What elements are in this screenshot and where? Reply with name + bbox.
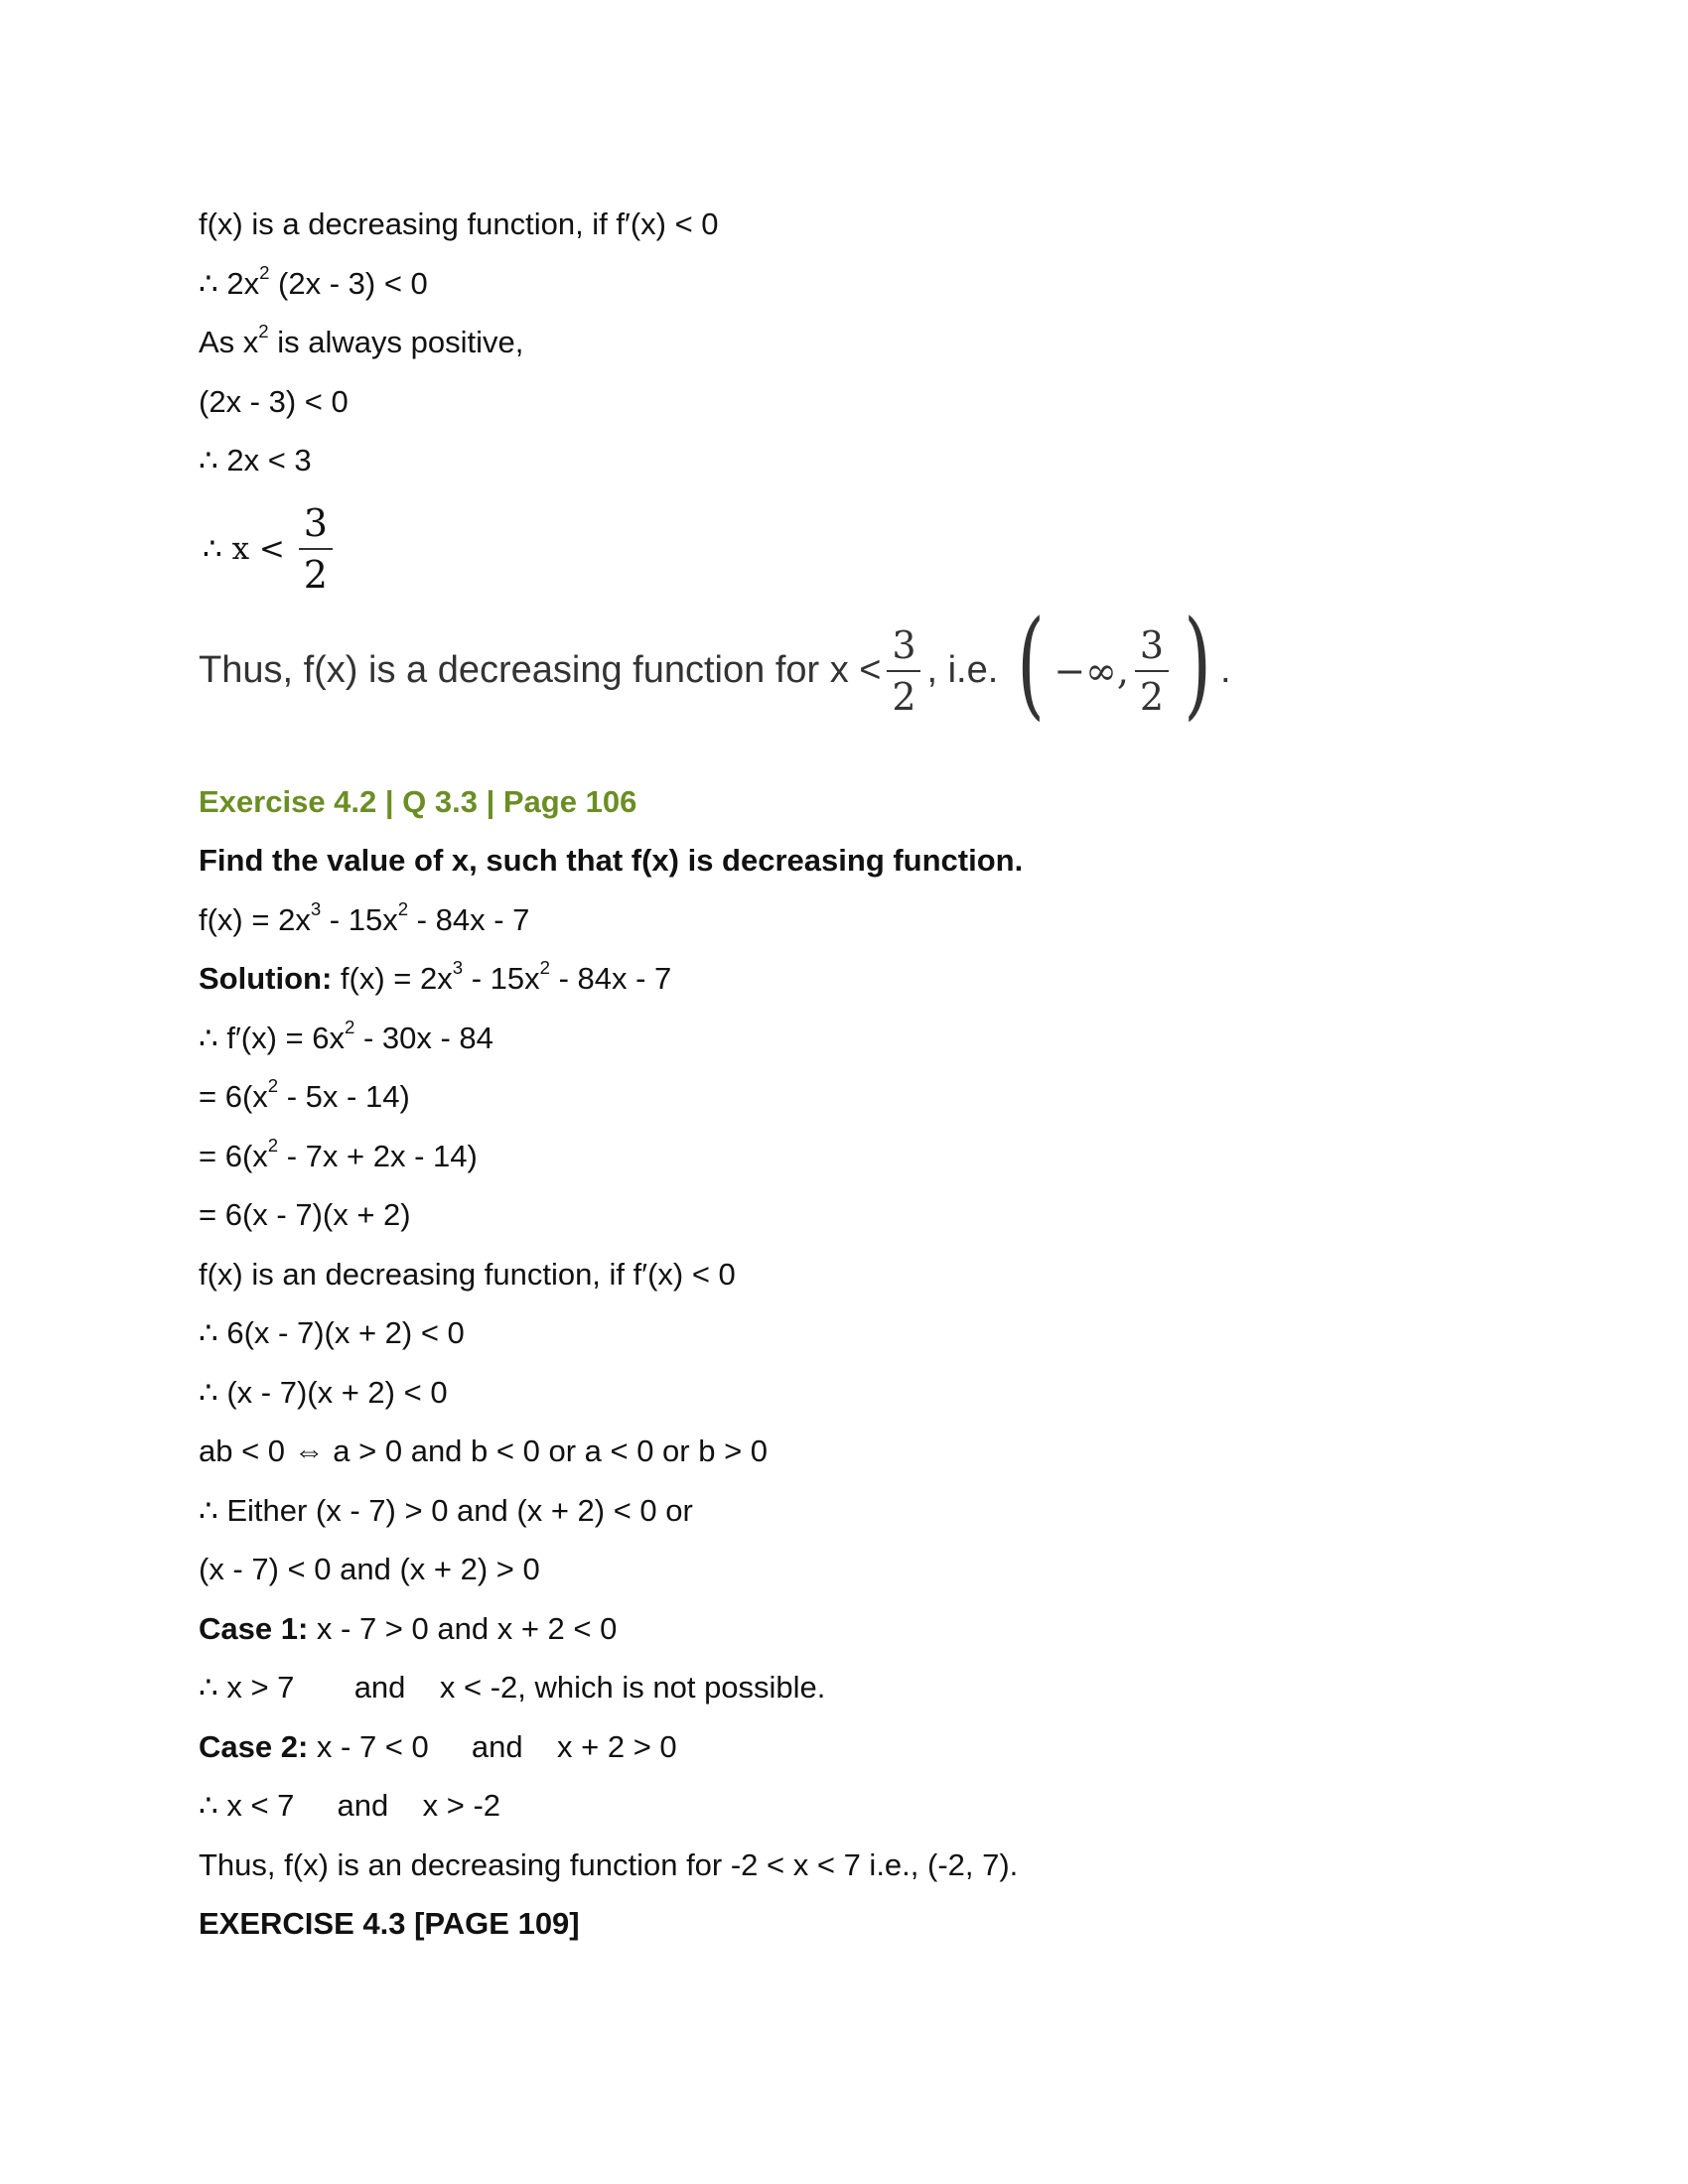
text-line: ∴ $f'(x) = 6x^2 - 30x - 84$: [199, 1016, 493, 1055]
text-line: = $6(x^2 - 7x + 2x - 14)$: [199, 1134, 478, 1173]
text-line: (x - 7) < 0 and (x + 2) > 0: [199, 1552, 540, 1586]
text-line: $f(x) = 2x^3 - 15x^2 - 84x - 7$: [199, 897, 530, 937]
question-text: Find the value of x, such that f(x) is decreasing function.: [199, 843, 1024, 878]
text-line: = 6(x - 7)(x + 2): [199, 1197, 411, 1232]
text-line: As $x^2$ is always positive,: [199, 321, 524, 359]
text-line: f(x) is a decreasing function, if f′(x) < 0: [199, 206, 719, 241]
document-page: [199, 195, 1489, 1954]
text-line: ab < 0 ⇔ a > 0 and b < 0 or a < 0 or b > 0: [199, 1433, 769, 1468]
text-line: ∴ $2x^2$ (2x - 3) < 0: [199, 261, 428, 301]
fraction: $\frac{3}{2}$: [887, 620, 920, 722]
text-line: ∴ 2x < 3: [199, 443, 312, 478]
section-heading: EXERCISE 4.3 [PAGE 109]: [199, 1906, 580, 1941]
text-line: ∴ 6(x - 7)(x + 2) < 0: [199, 1315, 465, 1350]
case-line: Case 1: x - 7 > 0 and x + 2 < 0: [199, 1610, 618, 1646]
thus-line: Thus, f(x) is a decreasing function for x < $\frac{3}{2}$ , i.e. ( −∞, $\frac{3}{2}$ ) .: [199, 594, 1231, 732]
text-line: (2x - 3) < 0: [199, 383, 349, 419]
exercise-heading: Exercise 4.2 | Q 3.3 | Page 106: [199, 783, 637, 819]
text-line: ∴ x < 7 and x > -2: [199, 1788, 501, 1823]
conclusion-text: Thus, f(x) is an decreasing function for -2 < x < 7 i.e., (-2, 7).: [199, 1846, 1019, 1882]
text-line: = $6(x^2 - 5x - 14)$: [199, 1075, 410, 1114]
case-line: Case 2: x - 7 < 0 and x + 2 > 0: [199, 1728, 677, 1764]
fraction: $\frac{3}{2}$: [1135, 620, 1169, 722]
text-line: f(x) is an decreasing function, if f′(x) < 0: [199, 1256, 736, 1292]
text-line: ∴ Either (x - 7) > 0 and (x + 2) < 0 or: [199, 1492, 693, 1528]
text-line: ∴ (x - 7)(x + 2) < 0: [199, 1374, 448, 1410]
fraction-line: ∴ x < $\frac{3}{2}$: [199, 490, 1489, 608]
text-line: ∴ x > 7 and x < -2, which is not possible.: [199, 1670, 826, 1705]
fraction: $\frac{3}{2}$: [299, 498, 333, 600]
solution-line: Solution: $f(x) = 2x^3 - 15x^2 - 84x - 7$: [199, 957, 672, 996]
